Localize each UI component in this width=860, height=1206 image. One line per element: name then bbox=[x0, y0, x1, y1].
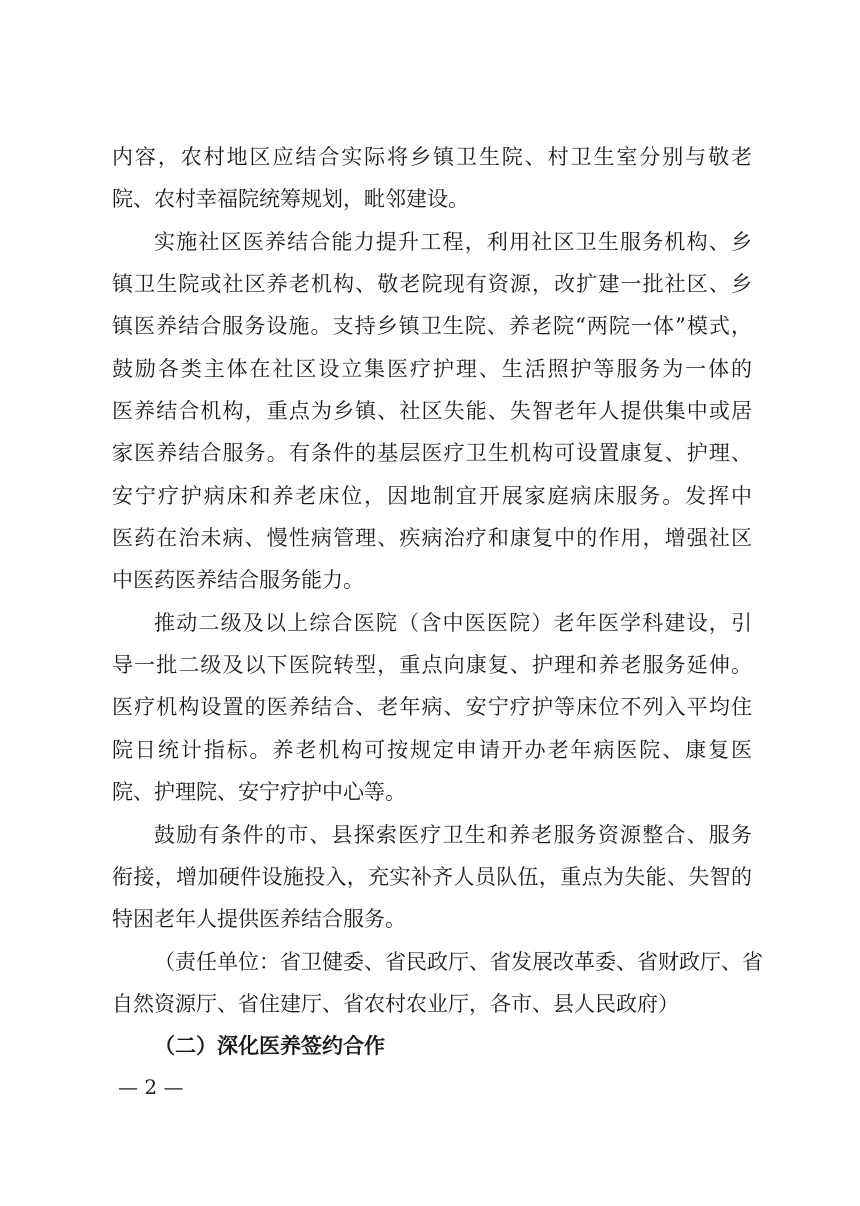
text-line: 实施社区医养结合能力提升工程，利用社区卫生服务机构、乡 bbox=[154, 229, 752, 254]
text-line: 中医药医养结合服务能力。 bbox=[112, 568, 364, 593]
text-line: 院、护理院、安宁疗护中心等。 bbox=[112, 780, 406, 805]
text-line: （责任单位：省卫健委、省民政厅、省发展改革委、省财政厅、省 bbox=[154, 949, 763, 974]
paragraph-responsible-units bbox=[112, 941, 763, 1026]
page-number: — 2 — bbox=[118, 1075, 184, 1099]
text-line: 衔接，增加硬件设施投入，充实补齐人员队伍，重点为失能、失智的 bbox=[112, 864, 752, 889]
text-line: 特困老年人提供医养结合服务。 bbox=[112, 907, 406, 932]
document-body bbox=[112, 136, 763, 1068]
text-line: 医养结合机构，重点为乡镇、社区失能、失智老年人提供集中或居 bbox=[112, 399, 752, 424]
text-line: （二）深化医养签约合作 bbox=[154, 1034, 385, 1059]
paragraph-hospital-geriatrics bbox=[112, 602, 752, 814]
text-line: 镇医养结合服务设施。支持乡镇卫生院、养老院“两院一体”模式， bbox=[112, 314, 752, 339]
text-line: 鼓励各类主体在社区设立集医疗护理、生活照护等服务为一体的 bbox=[112, 356, 752, 381]
paragraph-community-capacity bbox=[112, 221, 752, 602]
text-line: 医药在治未病、慢性病管理、疾病治疗和康复中的作用，增强社区 bbox=[112, 526, 752, 551]
text-line: 自然资源厅、省住建厅、省农村农业厅，各市、县人民政府） bbox=[112, 991, 679, 1016]
section-heading bbox=[112, 1025, 752, 1067]
text-line: 院日统计指标。养老机构可按规定申请开办老年病医院、康复医 bbox=[112, 737, 752, 762]
text-line: 镇卫生院或社区养老机构、敬老院现有资源，改扩建一批社区、乡 bbox=[112, 272, 752, 297]
text-line: 鼓励有条件的市、县探索医疗卫生和养老服务资源整合、服务 bbox=[154, 822, 752, 847]
paragraph-continuation bbox=[112, 136, 752, 221]
text-line: 院、农村幸福院统筹规划，毗邻建设。 bbox=[112, 187, 469, 212]
text-line: 医疗机构设置的医养结合、老年病、安宁疗护等床位不列入平均住 bbox=[112, 695, 752, 720]
text-line: 安宁疗护病床和养老床位，因地制宜开展家庭病床服务。发挥中 bbox=[112, 483, 752, 508]
text-line: 导一批二级及以下医院转型，重点向康复、护理和养老服务延伸。 bbox=[112, 653, 752, 678]
text-line: 推动二级及以上综合医院（含中医医院）老年医学科建设，引 bbox=[154, 610, 752, 635]
text-line: 家医养结合服务。有条件的基层医疗卫生机构可设置康复、护理、 bbox=[112, 441, 752, 466]
text-line: 内容，农村地区应结合实际将乡镇卫生院、村卫生室分别与敬老 bbox=[112, 145, 752, 169]
paragraph-resource-integration bbox=[112, 814, 752, 941]
